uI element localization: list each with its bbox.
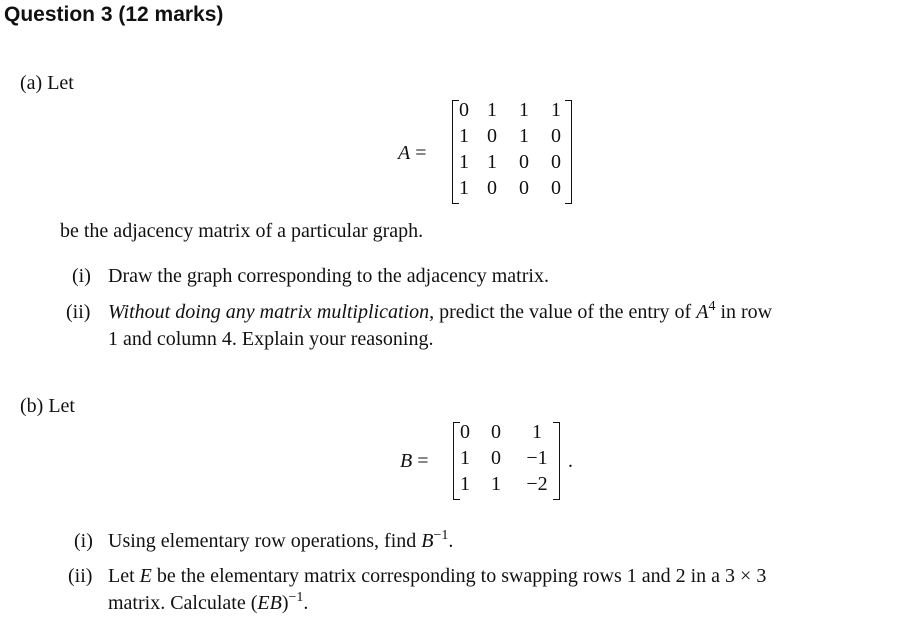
- part-a-description: be the adjacency matrix of a particular graph.: [60, 220, 424, 242]
- text-fragment: ): [281, 592, 289, 614]
- matrix-b-cell: 0: [491, 421, 501, 443]
- matrix-a-cell: 0: [459, 99, 469, 121]
- matrix-b-cell: 0: [491, 447, 501, 469]
- matrix-symbol: B: [421, 530, 434, 552]
- exponent: −1: [288, 590, 304, 605]
- matrix-a-cell: 1: [459, 125, 469, 147]
- part-a-label: (a) Let: [20, 72, 74, 94]
- text-fragment: Using elementary row operations, find: [108, 530, 422, 552]
- equals-sign: =: [417, 450, 429, 472]
- part-a-i-number: (i): [72, 265, 91, 287]
- matrix-a-cell: 0: [519, 177, 529, 199]
- part-a-ii-number: (ii): [66, 301, 91, 323]
- matrix-symbol: E: [139, 565, 152, 587]
- matrix-a: [452, 100, 572, 204]
- matrix-a-cell: 1: [459, 177, 469, 199]
- matrix-a-name: A: [398, 142, 411, 164]
- matrix-b-period: .: [568, 450, 573, 472]
- matrix-symbol: EB: [257, 592, 282, 614]
- matrix-a-cell: 1: [519, 125, 529, 147]
- matrix-b-cell: 1: [460, 473, 470, 495]
- matrix-b: [453, 422, 560, 500]
- part-a-ii-line2: 1 and column 4. Explain your reasoning.: [108, 328, 434, 350]
- part-b-ii-line2: [108, 592, 308, 615]
- part-b-i-text: [108, 530, 453, 553]
- matrix-a-cell: 0: [519, 151, 529, 173]
- matrix-a-cell: 1: [487, 99, 497, 121]
- part-b-i-number: (i): [74, 530, 93, 552]
- matrix-b-cell: −2: [526, 473, 548, 495]
- matrix-a-cell: 0: [551, 125, 561, 147]
- matrix-a-equation: [398, 142, 427, 165]
- text-fragment: Let: [108, 565, 140, 587]
- matrix-b-cell: 1: [532, 421, 542, 443]
- text-fragment: .: [303, 592, 309, 614]
- matrix-a-cell: 0: [487, 177, 497, 199]
- matrix-a-cell: 1: [551, 99, 561, 121]
- exponent: 4: [708, 299, 716, 314]
- matrix-a-cell: 0: [487, 125, 497, 147]
- matrix-b-name: B: [400, 450, 413, 472]
- matrix-symbol: A: [696, 301, 709, 323]
- matrix-a-cell: 0: [551, 151, 561, 173]
- part-b-ii-number: (ii): [68, 565, 93, 587]
- matrix-b-equation: [400, 450, 429, 473]
- exponent: −1: [433, 528, 449, 543]
- matrix-a-cell: 1: [459, 151, 469, 173]
- text-fragment: be the elementary matrix corresponding to swapping rows 1 and 2 in a 3 × 3: [151, 565, 767, 587]
- matrix-b-cell: −1: [526, 447, 548, 469]
- matrix-a-cell: 0: [551, 177, 561, 199]
- question-heading: Question 3 (12 marks): [4, 3, 224, 26]
- matrix-a-cell: 1: [487, 151, 497, 173]
- part-b-ii-line1: [108, 565, 918, 588]
- matrix-b-cell: 0: [460, 421, 470, 443]
- text-fragment: matrix. Calculate (: [108, 592, 258, 614]
- part-b-label: (b) Let: [20, 395, 75, 417]
- text-fragment: .: [448, 530, 454, 552]
- text-fragment: in row: [715, 301, 773, 323]
- matrix-a-cell: 1: [519, 99, 529, 121]
- part-a-ii-line1: [108, 301, 918, 324]
- emphasis-text: Without doing any matrix multiplication,: [108, 301, 435, 323]
- equals-sign: =: [415, 142, 427, 164]
- matrix-b-cell: 1: [460, 447, 470, 469]
- text-fragment: predict the value of the entry of: [434, 301, 697, 323]
- part-a-i-text: Draw the graph corresponding to the adjacency matrix.: [108, 265, 549, 287]
- matrix-b-cell: 1: [491, 473, 501, 495]
